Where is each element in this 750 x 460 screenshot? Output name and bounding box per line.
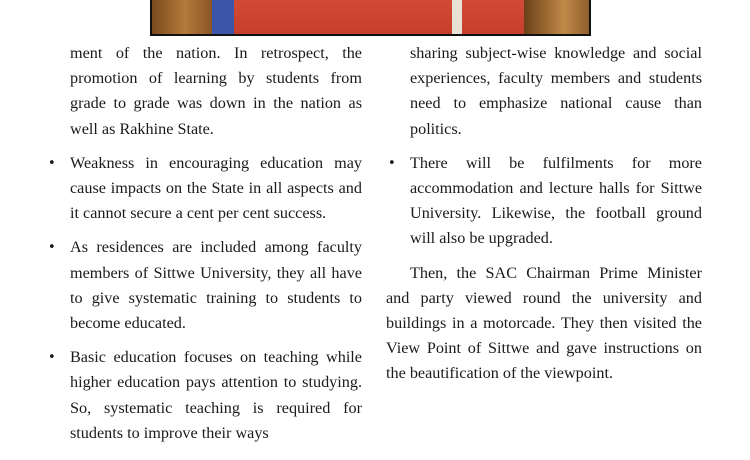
left-bullet-item: • Weakness in encouraging education may cause impacts on the State in all aspects and it cannot secure a cent per cent success.	[46, 151, 362, 227]
right-paragraph: Then, the SAC Chairman Prime Minister and party viewed round the university and buildings in a motorcade. They then visited the View Point of Sittwe and gave instructions on the beautification of the viewpoint.	[386, 263, 702, 383]
right-column	[386, 41, 702, 387]
left-column	[46, 41, 362, 446]
hall-photo	[150, 0, 591, 36]
left-bullet-item: • Basic education focuses on teaching while higher education pays attention to studying. So, systematic teaching is required for students to improve their ways	[46, 345, 362, 446]
left-bullet-list	[46, 151, 362, 446]
left-bullet-item: • As residences are included among faculty members of Sittwe University, they all have to give systematic training to students to become educated.	[46, 235, 362, 336]
right-continuation-text: sharing subject-wise knowledge and social experiences, faculty members and students need to emphasize national cause than politics.	[410, 44, 702, 138]
left-continuation-text: ment of the nation. In retrospect, the promotion of learning by students from grade to grade was down in the nation as well as Rakhine State.	[70, 44, 362, 138]
right-bullet-list	[386, 151, 702, 252]
right-bullet-item: • There will be fulfilments for more accommodation and lecture halls for Sittwe University. Likewise, the football ground will also be upgraded.	[386, 151, 702, 252]
